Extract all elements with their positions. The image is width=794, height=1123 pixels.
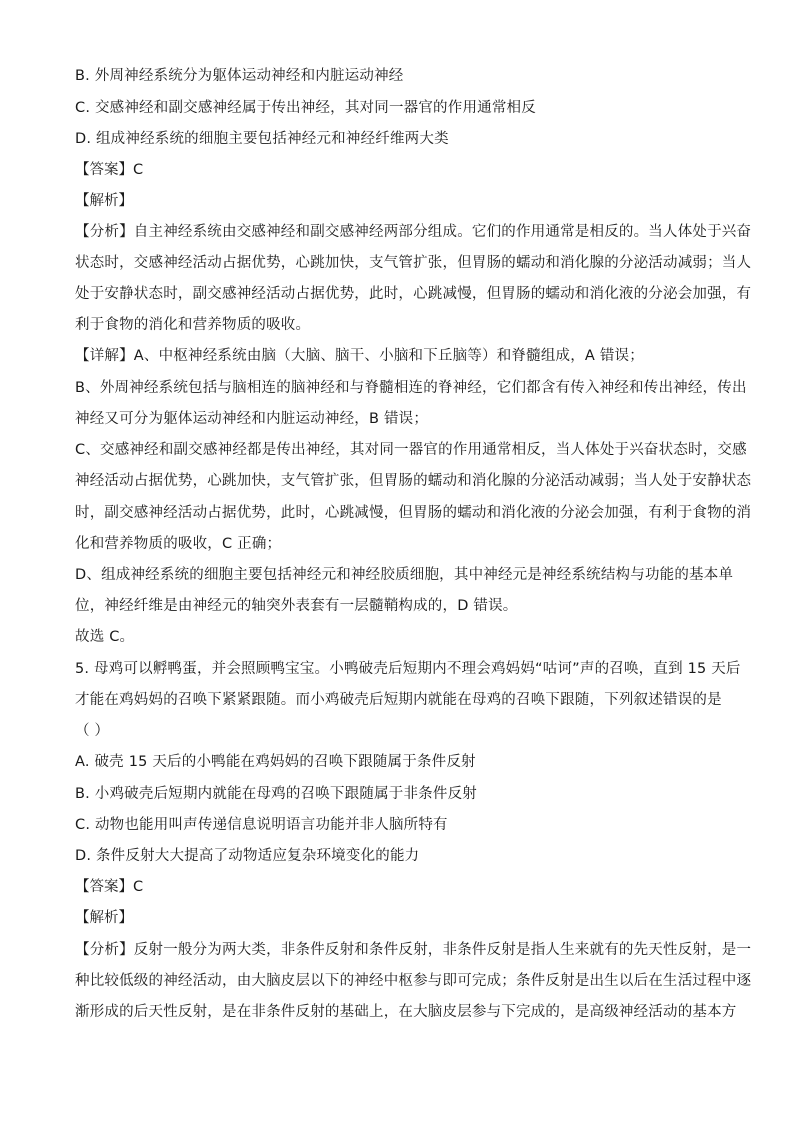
q5-fenxi-line: 渐形成的后天性反射，是在非条件反射的基础上，在大脑皮层参与下完成的，是高级神经活动的基本方 (75, 1004, 737, 1020)
q5-analysis-label: 【解析】 (75, 910, 133, 926)
q4-option-b: B. 外周神经系统分为躯体运动神经和内脏运动神经 (75, 68, 404, 84)
q4-xiangjie-line: 神经活动占据优势，心跳加快，支气管扩张，但胃肠的蠕动和消化腺的分泌活动减弱；当人处于安静状态 (75, 473, 752, 489)
q5-stem-line: 才能在鸡妈妈的召唤下紧紧跟随。而小鸡破壳后短期内就能在母鸡的召唤下跟随，下列叙述错误的是 (75, 692, 722, 708)
q4-xiangjie-line: 时，副交感神经活动占据优势，此时，心跳减慢，但胃肠的蠕动和消化液的分泌会加强，有利于食物的消 (75, 505, 752, 521)
q4-xiangjie-line: 位，神经纤维是由神经元的轴突外表套有一层髓鞘构成的，D 错误。 (75, 598, 518, 614)
q5-fenxi-line: 【分析】反射一般分为两大类，非条件反射和条件反射，非条件反射是指人生来就有的先天性反射，是一 (75, 942, 752, 958)
q4-xiangjie-line: 化和营养物质的吸收，C 正确； (75, 536, 282, 552)
q5-option-b: B. 小鸡破壳后短期内就能在母鸡的召唤下跟随属于非条件反射 (75, 786, 477, 802)
q4-answer: 【答案】C (75, 162, 144, 178)
q5-answer-blank: （ ） (75, 723, 110, 739)
q5-option-c: C. 动物也能用叫声传递信息说明语言功能并非人脑所特有 (75, 817, 448, 833)
q4-fenxi-line: 利于食物的消化和营养物质的吸收。 (75, 317, 311, 333)
q4-xiangjie-line: D、组成神经系统的细胞主要包括神经元和神经胶质细胞，其中神经元是神经系统结构与功能的基本单 (75, 567, 734, 583)
q4-xiangjie-line: 【详解】A、中枢神经系统由脑（大脑、脑干、小脑和下丘脑等）和脊髓组成，A 错误； (75, 348, 644, 364)
q4-option-c: C. 交感神经和副交感神经属于传出神经，其对同一器官的作用通常相反 (75, 100, 536, 116)
q5-stem-line: 5. 母鸡可以孵鸭蛋，并会照顾鸭宝宝。小鸭破壳后短期内不理会鸡妈妈“咕诃”声的召唤，直到 15 天后 (75, 661, 741, 677)
q4-option-d: D. 组成神经系统的细胞主要包括神经元和神经纤维两大类 (75, 131, 449, 147)
q4-fenxi-line: 状态时，交感神经活动占据优势，心跳加快，支气管扩张，但胃肠的蠕动和消化腺的分泌活动减弱；当人 (75, 255, 752, 271)
q4-xiangjie-line: B、外周神经系统包括与脑相连的脑神经和与脊髓相连的脊神经，它们都含有传入神经和传出神经，传出 (75, 380, 747, 396)
q5-option-d: D. 条件反射大大提高了动物适应复杂环境变化的能力 (75, 848, 420, 864)
q4-analysis-label: 【解析】 (75, 193, 133, 209)
q5-fenxi-line: 种比较低级的神经活动，由大脑皮层以下的神经中枢参与即可完成；条件反射是出生以后在生活过程中逐 (75, 973, 752, 989)
q5-option-a: A. 破壳 15 天后的小鸭能在鸡妈妈的召唤下跟随属于条件反射 (75, 754, 476, 770)
q4-fenxi-line: 【分析】自主神经系统由交感神经和副交感神经两部分组成。它们的作用通常是相反的。当人体处于兴奋 (75, 224, 752, 240)
q5-answer: 【答案】C (75, 879, 144, 895)
q4-conclusion: 故选 C。 (75, 629, 135, 645)
q4-fenxi-line: 处于安静状态时，副交感神经活动占据优势，此时，心跳减慢，但胃肠的蠕动和消化液的分泌会加强，有 (75, 286, 752, 302)
q4-xiangjie-line: C、交感神经和副交感神经都是传出神经，其对同一器官的作用通常相反，当人体处于兴奋状态时，交感 (75, 442, 747, 458)
q4-xiangjie-line: 神经又可分为躯体运动神经和内脏运动神经，B 错误； (75, 411, 429, 427)
